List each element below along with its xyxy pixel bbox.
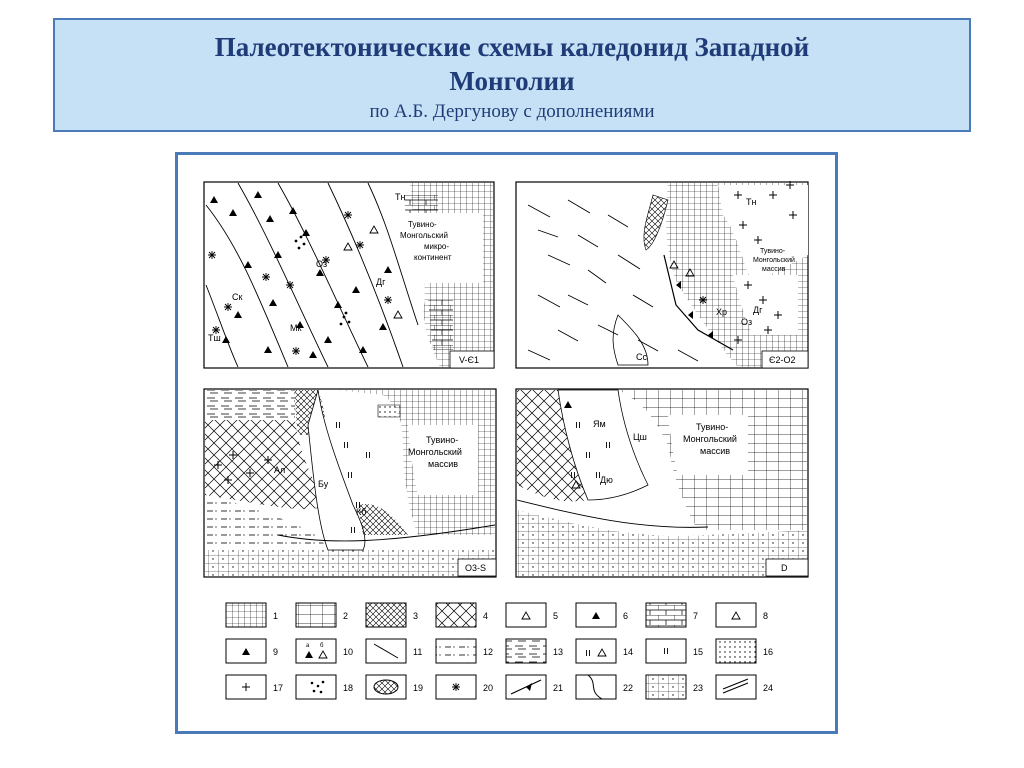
title-box	[53, 18, 971, 132]
legend-item-8	[716, 603, 768, 627]
svg-text:23: 23	[693, 683, 704, 693]
svg-text:3: 3	[413, 611, 419, 621]
svg-text:5: 5	[553, 611, 559, 621]
svg-text:1: 1	[273, 611, 279, 621]
svg-text:9: 9	[273, 647, 279, 657]
label-kb: Кб	[356, 507, 367, 517]
label-tn-b: Тн	[746, 197, 757, 207]
figure-frame	[175, 152, 838, 734]
svg-text:8: 8	[763, 611, 769, 621]
svg-text:2: 2	[343, 611, 349, 621]
panel-b	[516, 181, 808, 368]
svg-text:а: а	[306, 643, 310, 649]
label-mong: Монгольский	[400, 231, 448, 240]
legend-item-3	[366, 603, 418, 627]
svg-text:16: 16	[763, 647, 774, 657]
label-tuv-b: Тувино-	[760, 248, 786, 255]
legend-item-12	[436, 639, 493, 663]
stage-a: V-Є1	[459, 355, 479, 365]
stage-b: Є2-O2	[769, 355, 796, 365]
svg-text:13: 13	[553, 647, 564, 657]
label-dg: Дг	[376, 277, 386, 287]
panel-d	[516, 389, 808, 577]
label-tuv: Тувино-	[408, 220, 437, 229]
title-line-1: Палеотектонические схемы каледонид Западной	[214, 32, 810, 62]
legend-item-2	[296, 603, 348, 627]
legend-item-21	[506, 675, 563, 699]
svg-text:20: 20	[483, 683, 494, 693]
legend-item-10	[296, 639, 353, 663]
label-bu: Бу	[318, 479, 329, 489]
svg-text:22: 22	[623, 683, 634, 693]
legend-item-4	[436, 603, 488, 627]
legend-item-22	[576, 675, 633, 699]
paleotectonic-figure	[178, 155, 835, 731]
label-oz-b: Оз	[741, 317, 753, 327]
legend-item-6	[576, 603, 628, 627]
label-mong-b: Монгольский	[753, 257, 795, 264]
svg-text:19: 19	[413, 683, 424, 693]
label-mk: Мк	[290, 323, 302, 333]
legend-item-20	[436, 675, 493, 699]
label-tuv-c: Тувино-	[426, 435, 459, 445]
legend-item-18	[296, 675, 353, 699]
legend-item-1	[226, 603, 278, 627]
legend-item-13	[506, 639, 563, 663]
label-ss: Сс	[636, 352, 647, 362]
label-mong-d: Монгольский	[683, 434, 737, 444]
legend-item-23	[646, 675, 703, 699]
label-al: Ал	[274, 465, 286, 475]
subtitle: по А.Б. Дергунову с дополнениями	[369, 101, 655, 122]
label-massiv-b: массив	[762, 266, 786, 273]
title-line-2: Монголии	[449, 66, 575, 96]
svg-text:6: 6	[623, 611, 629, 621]
label-tn: Тн	[395, 192, 406, 202]
svg-text:4: 4	[483, 611, 489, 621]
svg-text:11: 11	[413, 647, 423, 657]
label-hr: Хр	[716, 307, 728, 317]
label-sk: Ск	[232, 292, 243, 302]
label-tssh: Цш	[633, 432, 647, 442]
legend-item-5	[506, 603, 558, 627]
stage-c: O3-S	[465, 563, 487, 573]
svg-text:18: 18	[343, 683, 354, 693]
legend-item-7	[646, 603, 698, 627]
label-dg-b: Дг	[753, 305, 763, 315]
svg-text:14: 14	[623, 647, 634, 657]
svg-text:10: 10	[343, 647, 354, 657]
panel-a	[204, 182, 494, 368]
legend-item-24	[716, 675, 773, 699]
legend-item-9	[226, 639, 278, 663]
label-dyu: Дю	[600, 475, 613, 485]
svg-text:б: б	[320, 643, 324, 649]
stage-d: D	[781, 563, 788, 573]
legend-item-17	[226, 675, 283, 699]
label-massiv-d: массив	[700, 446, 731, 456]
label-oz: Оз	[316, 259, 328, 269]
svg-text:7: 7	[693, 611, 699, 621]
label-yam: Ям	[593, 419, 606, 429]
label-mong-c: Монгольский	[408, 447, 462, 457]
legend	[226, 603, 773, 699]
label-micro: микро-	[424, 242, 450, 251]
svg-text:24: 24	[763, 683, 774, 693]
svg-text:15: 15	[693, 647, 704, 657]
legend-item-19	[366, 675, 423, 699]
panel-c	[204, 389, 496, 577]
label-tuv-d: Тувино-	[696, 422, 729, 432]
svg-text:17: 17	[273, 683, 284, 693]
label-tsh: Тш	[208, 333, 221, 343]
legend-item-16	[716, 639, 773, 663]
svg-text:12: 12	[483, 647, 494, 657]
label-massiv-c: массив	[428, 459, 459, 469]
label-continent: континент	[414, 253, 452, 262]
legend-item-15	[646, 639, 703, 663]
legend-item-14	[576, 639, 633, 663]
svg-text:21: 21	[553, 683, 564, 693]
legend-item-11	[366, 639, 422, 663]
